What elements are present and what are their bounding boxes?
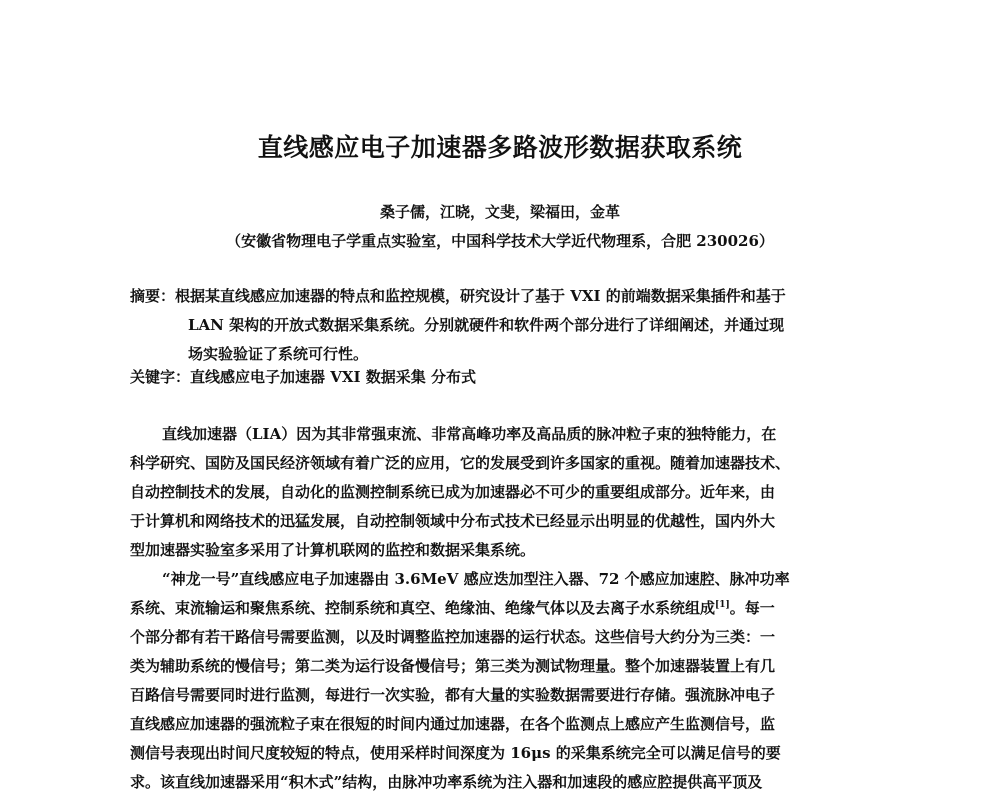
body-text-segment: 。每一 (729, 599, 775, 617)
body-line: 直线感应加速器的强流粒子束在很短的时间内通过加速器，在各个监测点上感应产生监测信号，监 (130, 715, 776, 733)
body-text-segment: 系统、束流输运和聚焦系统、控制系统和真空、绝缘油、绝缘气体以及去离子水系统组成 (130, 599, 716, 617)
body-line: 直线加速器（LIA）因为其非常强束流、非常高峰功率及高品质的脉冲粒子束的独特能力，在 (162, 425, 777, 443)
body-line: 型加速器实验室多采用了计算机联网的监控和数据采集系统。 (130, 541, 536, 559)
keywords (130, 366, 476, 387)
body-line: 测信号表现出时间尺度较短的特点，使用采样时间深度为 16μs 的采集系统完全可以满足信号的要 (130, 744, 781, 762)
body-line: 百路信号需要同时进行监测，每进行一次实验，都有大量的实验数据需要进行存储。强流脉冲电子 (130, 686, 776, 704)
body-line: 自动控制技术的发展，自动化的监测控制系统已成为加速器必不可少的重要组成部分。近年来，由 (130, 483, 776, 501)
abstract-text: 根据某直线感应加速器的特点和监控规模，研究设计了基于 VXI 的前端数据采集插件和基于 (175, 287, 786, 305)
keywords-text: 直线感应电子加速器 VXI 数据采集 分布式 (190, 368, 476, 386)
body-line-with-citation (130, 594, 888, 623)
keywords-label: 关键字： (130, 368, 191, 386)
body-line: 于计算机和网络技术的迅猛发展，自动控制领域中分布式技术已经显示出明显的优越性，国内外大 (130, 512, 776, 530)
abstract-line-2: LAN 架构的开放式数据采集系统。分别就硬件和软件两个部分进行了详细阐述，并通过现 (188, 316, 785, 334)
abstract-line-3: 场实验验证了系统可行性。 (188, 345, 369, 363)
citation-ref: [1] (715, 600, 730, 610)
affiliation: （安徽省物理电子学重点实验室，中国科学技术大学近代物理系，合肥 230026） (226, 232, 774, 250)
body-line: 类为辅助系统的慢信号；第二类为运行设备慢信号；第三类为测试物理量。整个加速器装置上有几 (130, 657, 776, 675)
abstract-label: 摘要： (130, 287, 176, 305)
abstract-line-1 (130, 282, 888, 311)
body-line: 求。该直线加速器采用“积木式”结构，由脉冲功率系统为注入器和加速段的感应腔提供高平顶及 (130, 773, 763, 791)
body-line: 科学研究、国防及国民经济领域有着广泛的应用，它的发展受到许多国家的重视。随着加速器技术、 (130, 454, 791, 472)
paper-title: 直线感应电子加速器多路波形数据获取系统 (257, 133, 743, 162)
author-list: 桑子儒，江晓，文斐，梁福田，金革 (379, 203, 620, 221)
body-text (130, 420, 888, 797)
body-line: 个部分都有若干路信号需要监测，以及时调整监控加速器的运行状态。这些信号大约分为三类：一 (130, 628, 776, 646)
body-line: “神龙一号”直线感应电子加速器由 3.6MeV 感应迭加型注入器、72 个感应加速腔、脉冲功率 (162, 570, 790, 588)
abstract (130, 282, 888, 369)
